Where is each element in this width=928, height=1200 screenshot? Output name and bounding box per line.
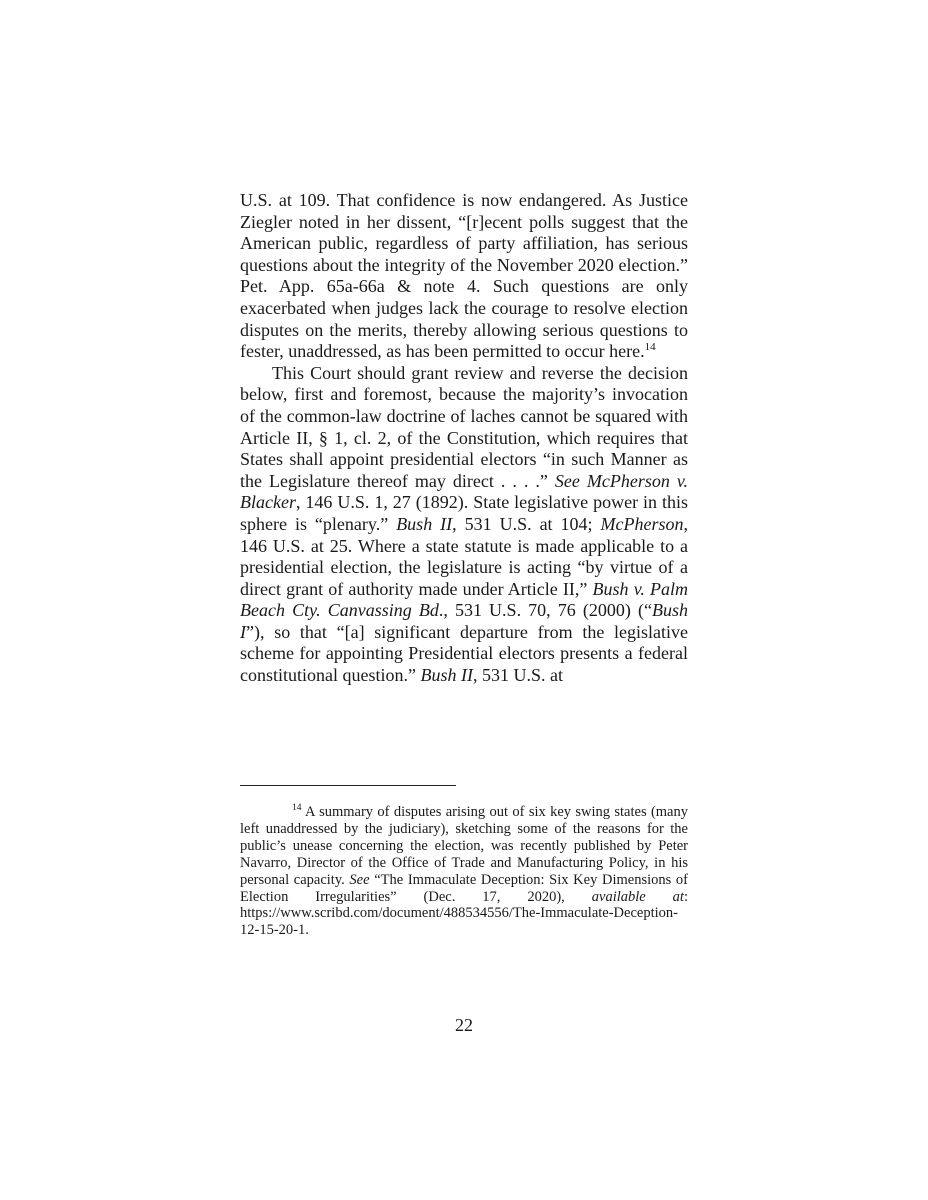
footnote-url: : https://www.scribd.com/document/488534556/The-Immaculate-Deception-12-15-20-1. xyxy=(240,888,688,939)
case-citation: See McPherson v. Blacker xyxy=(240,470,688,513)
paragraph-2: This Court should grant review and reverse the decision below, first and foremost, because the majority’s invocation of the common-law doctrine of laches cannot be squared with Article II, § 1, cl. 2, of the Constitution, which requires that States shall appoint presidential electors “in such Manner as the Legislature thereof may direct . . . .” See McPherson v. Blacker, 146 U.S. 1, 27 (1892). State legislative power in this sphere is “plenary.” Bush II, 531 U.S. at 104; McPherson, 146 U.S. at 25. Where a state statute is made applicable to a presidential election, the legislature is acting “by virtue of a direct grant of authority made under Article II,” Bush v. Palm Beach Cty. Canvassing Bd., 531 U.S. 70, 76 (2000) (“Bush I”), so that “[a] significant departure from the legislative scheme for appointing Presidential electors presents a federal constitutional question.” Bush II, 531 U.S. at xyxy=(240,362,688,686)
page-number: 22 xyxy=(455,1015,473,1035)
case-citation: Bush I xyxy=(240,600,688,642)
paragraph-1: U.S. at 109. That confidence is now endangered. As Justice Ziegler noted in her dissent, “[r]ecent polls suggest that the American public, regardless of party affiliation, has serious questions about the integrity of the November 2020 election.” Pet. App. 65a-66a & note 4. Such questions are only exacerbated when judges lack the courage to resolve election disputes on the merits, thereby allowing serious questions to fester, unaddressed, as has been permitted to occur here.$^{14}$ xyxy=(240,190,688,362)
case-citation: Bush v. Palm Beach Cty. Canvassing Bd xyxy=(240,578,688,621)
case-citation: McPherson xyxy=(600,513,684,534)
footnote-number: 14 xyxy=(292,803,302,814)
footnote-separator-rule xyxy=(240,785,456,786)
case-citation: Bush II xyxy=(420,665,473,686)
case-citation: Bush II xyxy=(396,513,453,534)
footnote-14 xyxy=(240,804,688,939)
footnote-reference-14[interactable]: 14 xyxy=(644,341,656,354)
footnote-text: $^{14}$ A summary of disputes arising out of six key swing states (many left unaddressed by the judiciary), sketching some of the reasons for the public’s unease concerning the election, was recently published by Peter Navarro, Director of the Office of Trade and Manufacturing Policy, in his personal capacity. See “The Immaculate Deception: Six Key Dimensions of Election Irregularities” (Dec. 17, 2020), available at: https://www.scribd.com/document/488534556/The-Immaculate-Deception-12-15-20-1. xyxy=(240,803,689,939)
body-text xyxy=(240,190,688,687)
